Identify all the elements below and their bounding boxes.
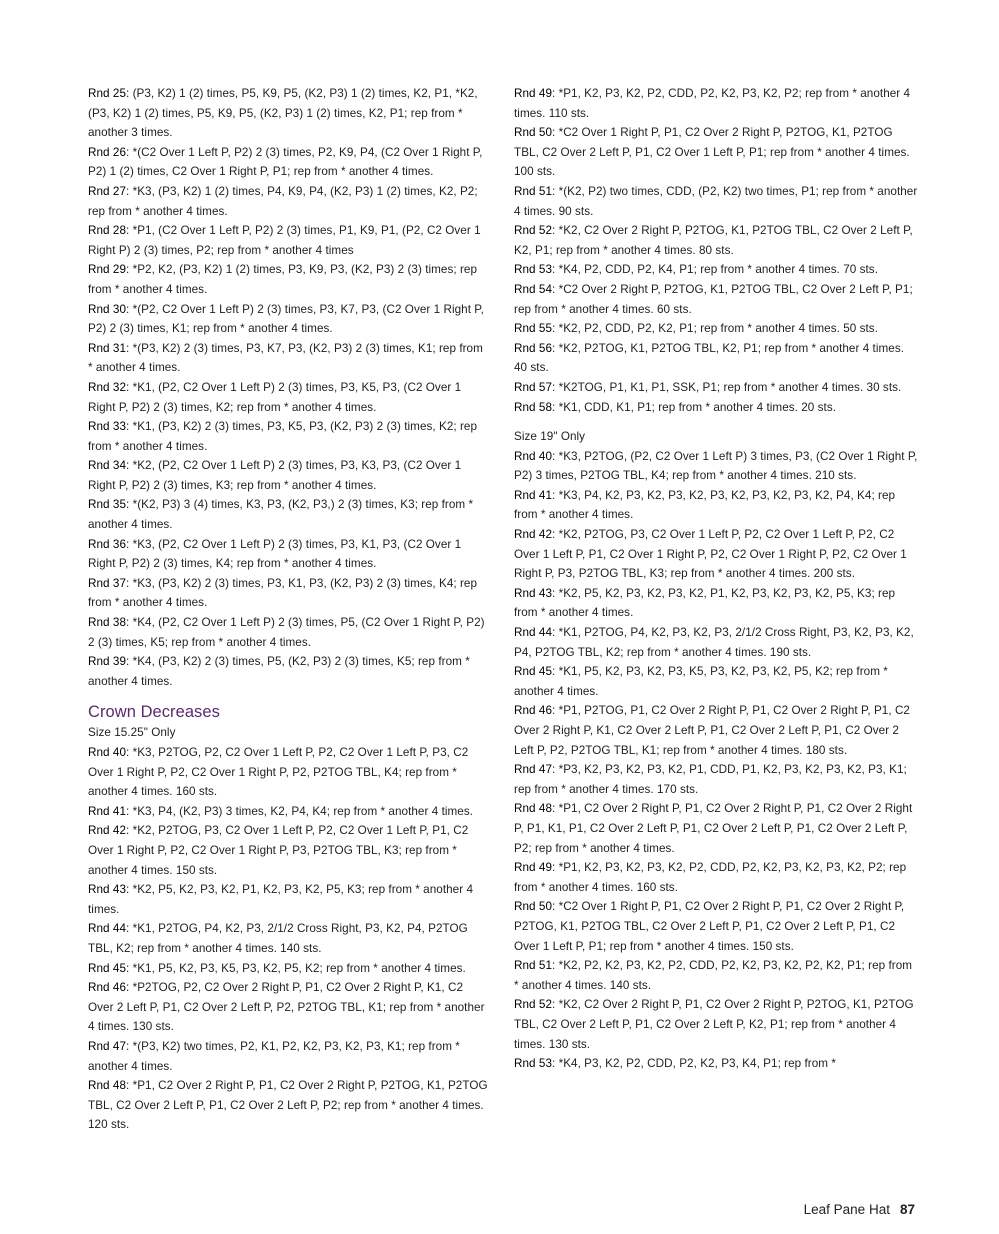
instruction-round — [88, 300, 488, 339]
round-label: Rnd 47 — [514, 763, 552, 777]
instruction-round — [88, 221, 488, 260]
round-label: Rnd 47 — [88, 1039, 126, 1053]
round-text: : *K4, (P3, K2) 2 (3) times, P5, (K2, P3) 2 (3) times, K5; rep from * another 4 times. — [88, 655, 470, 688]
round-label: Rnd 48 — [88, 1079, 126, 1093]
instruction-round — [514, 398, 918, 418]
round-label: Rnd 35 — [88, 498, 126, 512]
round-label: Rnd 57 — [514, 380, 552, 394]
round-text: : *K1, (P3, K2) 2 (3) times, P3, K5, P3, (K2, P3) 2 (3) times, K2; rep from * another 4 times. — [88, 420, 478, 453]
instruction-round — [88, 417, 488, 456]
round-label: Rnd 45 — [514, 665, 552, 679]
round-text: : *K2, P5, K2, P3, K2, P3, K2, P1, K2, P3, K2, P3, K2, P5, K3; rep from * another 4 times. — [514, 586, 896, 620]
instruction-round — [88, 1037, 488, 1076]
round-text: : *K4, P2, CDD, P2, K4, P1; rep from * another 4 times. 70 sts. — [552, 263, 878, 277]
instruction-round — [88, 84, 488, 143]
round-text: : *P1, P2TOG, P1, C2 Over 2 Right P, P1, C2 Over 2 Right P, P1, C2 Over 2 Right P, K1, C2 Over 2 Left P, P1, C2 Over 2 Left P, P1, C2 Over 2 Left P, P2, P2TOG TBL, K1; rep from * another 4 times. 180 sts. — [514, 704, 910, 757]
page-number: 87 — [899, 1202, 915, 1217]
round-label: Rnd 25 — [88, 87, 126, 100]
instruction-round — [514, 662, 918, 701]
round-label: Rnd 26 — [88, 145, 126, 159]
round-label: Rnd 36 — [88, 537, 126, 551]
left-column — [88, 84, 488, 1135]
round-label: Rnd 45 — [88, 961, 126, 975]
round-text: : *K4, (P2, C2 Over 1 Left P) 2 (3) times, P5, (C2 Over 1 Right P, P2) 2 (3) times, K5; rep from * another 4 times. — [88, 616, 485, 649]
round-label: Rnd 50 — [514, 126, 552, 140]
round-label: Rnd 50 — [514, 900, 552, 914]
round-text: : *K2TOG, P1, K1, P1, SSK, P1; rep from * another 4 times. 30 sts. — [552, 380, 902, 394]
instruction-round — [514, 84, 918, 123]
instruction-round — [514, 339, 918, 378]
round-text: : *K2, P2, K2, P3, K2, P2, CDD, P2, K2, P3, K2, P2, K2, P1; rep from * another 4 times. 140 sts. — [514, 959, 913, 992]
instruction-round — [514, 486, 918, 525]
round-text: : *K1, (P2, C2 Over 1 Left P) 2 (3) times, P3, K5, P3, (C2 Over 1 Right P, P2) 2 (3) times, K2; rep from * another 4 times. — [88, 380, 462, 414]
round-label: Rnd 58 — [514, 400, 552, 414]
round-text: : *K3, (P2, C2 Over 1 Left P) 2 (3) times, P3, K1, P3, (C2 Over 1 Right P, P2) 2 (3) times, K4; rep from * another 4 times. — [88, 537, 462, 571]
round-list — [88, 743, 488, 1135]
instruction-round — [514, 123, 918, 182]
round-text: : *C2 Over 1 Right P, P1, C2 Over 2 Right P, P1, C2 Over 2 Right P, P2TOG, K1, P2TOG TBL, C2 Over 2 Left P, P1, C2 Over 2 Left P, P1, C2 Over 1 Left P, P1; rep from * another 4 times. 150 sts. — [514, 900, 905, 953]
round-text: : *K4, P3, K2, P2, CDD, P2, K2, P3, K4, P1; rep from * — [552, 1057, 836, 1071]
round-label: Rnd 42 — [514, 528, 552, 542]
round-text: : *(P2, C2 Over 1 Left P) 2 (3) times, P3, K7, P3, (C2 Over 1 Right P, P2) 2 (3) times, K1; rep from * another 4 times. — [88, 302, 484, 336]
instruction-round — [88, 456, 488, 495]
instruction-round — [88, 613, 488, 652]
instruction-round — [88, 260, 488, 299]
instruction-round — [88, 378, 488, 417]
round-text: : *P1, C2 Over 2 Right P, P1, C2 Over 2 Right P, P2TOG, K1, P2TOG TBL, C2 Over 2 Left P, P1, C2 Over 2 Left P, P2; rep from * another 4 times. 120 sts. — [88, 1079, 488, 1132]
round-text: : *K2, P2TOG, P3, C2 Over 1 Left P, P2, C2 Over 1 Left P, P1, C2 Over 1 Right P, P2, C2 Over 1 Right P, P3, P2TOG TBL, K3; rep from * another 4 times. 150 sts. — [88, 824, 469, 877]
instruction-round — [88, 978, 488, 1037]
round-text: : *P1, K2, P3, K2, P2, CDD, P2, K2, P3, K2, P2; rep from * another 4 times. 110 sts. — [514, 87, 911, 120]
instruction-round — [514, 319, 918, 339]
instruction-round — [514, 897, 918, 956]
round-text: : *K1, P2TOG, P4, K2, P3, 2/1/2 Cross Right, P3, K2, P4, P2TOG TBL, K2; rep from * another 4 times. 140 sts. — [88, 922, 468, 955]
round-label: Rnd 52 — [514, 224, 552, 238]
instruction-round — [514, 760, 918, 799]
instruction-round — [514, 623, 918, 662]
round-text: : *K2, P2TOG, P3, C2 Over 1 Left P, P2, C2 Over 1 Left P, P2, C2 Over 1 Left P, P1, C2 Over 1 Right P, P2, C2 Over 1 Right P, P2, C2 Over 1 Right P, P3, P2TOG TBL, K3; rep from * another 4 times. 200 sts. — [514, 528, 907, 581]
round-label: Rnd 49 — [514, 87, 552, 100]
round-text: : *K2, C2 Over 2 Right P, P2TOG, K1, P2TOG TBL, C2 Over 2 Left P, K2, P1; rep from * another 4 times. 80 sts. — [514, 224, 913, 257]
instruction-round — [514, 1054, 918, 1074]
size-heading: Size 15.25" Only — [88, 726, 176, 740]
round-label: Rnd 52 — [514, 998, 552, 1012]
round-text: : *K3, P4, K2, P3, K2, P3, K2, P3, K2, P3, K2, P3, K2, P4, K4; rep from * another 4 times. — [514, 488, 896, 522]
round-label: Rnd 43 — [514, 586, 552, 600]
round-text: : *(K2, P2) two times, CDD, (P2, K2) two times, P1; rep from * another 4 times. 90 sts. — [514, 184, 918, 218]
instruction-round — [88, 959, 488, 979]
round-label: Rnd 30 — [88, 302, 126, 316]
round-text: : *K2, (P2, C2 Over 1 Left P) 2 (3) times, P3, K3, P3, (C2 Over 1 Right P, P2) 2 (3) times, K3; rep from * another 4 times. — [88, 459, 462, 492]
instruction-round — [88, 919, 488, 958]
instruction-round — [514, 182, 918, 221]
round-text: : *K1, P2TOG, P4, K2, P3, K2, P3, 2/1/2 Cross Right, P3, K2, P3, K2, P4, P2TOG TBL, K2; rep from * another 4 times. 190 sts. — [514, 626, 914, 659]
round-text: : *K3, (P3, K2) 2 (3) times, P3, K1, P3, (K2, P3) 2 (3) times, K4; rep from * another 4 times. — [88, 576, 478, 610]
instruction-round — [514, 584, 918, 623]
round-label: Rnd 51 — [514, 959, 552, 973]
round-text: : *K1, P5, K2, P3, K5, P3, K2, P5, K2; rep from * another 4 times. — [126, 961, 466, 975]
instruction-round — [514, 221, 918, 260]
page-footer — [700, 1202, 915, 1217]
instruction-round — [514, 799, 918, 858]
round-text: : *K1, P5, K2, P3, K2, P3, K5, P3, K2, P3, K2, P5, K2; rep from * another 4 times. — [514, 665, 888, 698]
round-label: Rnd 29 — [88, 263, 126, 277]
round-label: Rnd 53 — [514, 1057, 552, 1071]
instruction-round — [514, 858, 918, 897]
instruction-round — [88, 743, 488, 802]
round-label: Rnd 44 — [514, 626, 552, 640]
round-text: : *P2TOG, P2, C2 Over 2 Right P, P1, C2 Over 2 Right P, K1, C2 Over 2 Left P, P1, C2 Over 2 Left P, P2, P2TOG TBL, K1; rep from * another 4 times. 130 sts. — [88, 981, 485, 1034]
instruction-round — [88, 1076, 488, 1135]
round-label: Rnd 38 — [88, 616, 126, 630]
instruction-round — [88, 652, 488, 691]
round-text: : *P2, K2, (P3, K2) 1 (2) times, P3, K9, P3, (K2, P3) 2 (3) times; rep from * another 4 times. — [88, 263, 478, 296]
round-text: : *K2, P2TOG, K1, P2TOG TBL, K2, P1; rep from * another 4 times. 40 sts. — [514, 341, 905, 375]
round-label: Rnd 42 — [88, 824, 126, 838]
round-label: Rnd 39 — [88, 655, 126, 669]
round-text: : *K3, P2TOG, P2, C2 Over 1 Left P, P2, C2 Over 1 Left P, P3, C2 Over 1 Right P, P2, C2 Over 1 Right P, P2, P2TOG TBL, K4; rep from * another 4 times. 160 sts. — [88, 746, 469, 799]
round-label: Rnd 49 — [514, 861, 552, 875]
round-label: Rnd 31 — [88, 341, 126, 355]
round-text: : *K1, CDD, K1, P1; rep from * another 4 times. 20 sts. — [552, 400, 837, 414]
instruction-round — [88, 821, 488, 880]
round-list — [88, 84, 488, 691]
instruction-round — [88, 880, 488, 919]
round-text: : *(C2 Over 1 Left P, P2) 2 (3) times, P2, K9, P4, (C2 Over 1 Right P, P2) 1 (2) times, C2 Over 1 Right P, P1; rep from * another 4 times. — [88, 145, 483, 179]
round-text: : *P1, C2 Over 2 Right P, P1, C2 Over 2 Right P, P1, C2 Over 2 Right P, P1, K1, P1, C2 Over 2 Left P, P1, C2 Over 2 Left P, P1, C2 Over 2 Left P, P2; rep from * another 4 times. — [514, 802, 913, 855]
round-label: Rnd 34 — [88, 459, 126, 473]
round-label: Rnd 33 — [88, 420, 126, 434]
instruction-round — [514, 701, 918, 760]
round-list — [514, 447, 918, 1074]
round-text: : *P1, (C2 Over 1 Left P, P2) 2 (3) times, P1, K9, P1, (P2, C2 Over 1 Right P) 2 (3) times, P2; rep from * another 4 times — [88, 224, 481, 257]
size-heading: Size 19" Only — [514, 430, 586, 444]
round-label: Rnd 46 — [514, 704, 552, 718]
instruction-round — [514, 995, 918, 1054]
round-text: : *C2 Over 2 Right P, P2TOG, K1, P2TOG TBL, C2 Over 2 Left P, P1; rep from * another 4 times. 60 sts. — [514, 282, 913, 316]
round-list — [514, 84, 918, 417]
instruction-round — [514, 956, 918, 995]
round-label: Rnd 27 — [88, 184, 126, 198]
instruction-round — [514, 525, 918, 584]
round-text: : *K3, (P3, K2) 1 (2) times, P4, K9, P4, (K2, P3) 1 (2) times, K2, P2; rep from * another 4 times. — [88, 184, 478, 218]
instruction-round — [88, 182, 488, 221]
round-text: : *(K2, P3) 3 (4) times, K3, P3, (K2, P3,) 2 (3) times, K3; rep from * another 4 times. — [88, 498, 474, 532]
round-label: Rnd 51 — [514, 184, 552, 198]
round-text: : *(P3, K2) two times, P2, K1, P2, K2, P3, K2, P3, K1; rep from * another 4 times. — [88, 1039, 460, 1073]
round-label: Rnd 55 — [514, 322, 552, 336]
round-label: Rnd 46 — [88, 981, 126, 995]
instruction-round — [88, 339, 488, 378]
instruction-round — [514, 280, 918, 319]
round-label: Rnd 28 — [88, 224, 126, 238]
round-label: Rnd 41 — [88, 804, 126, 818]
instruction-round — [88, 535, 488, 574]
round-text: : *K3, P4, (K2, P3) 3 times, K2, P4, K4; rep from * another 4 times. — [126, 804, 474, 818]
instruction-round — [88, 495, 488, 534]
round-label: Rnd 56 — [514, 341, 552, 355]
instruction-round — [88, 143, 488, 182]
round-label: Rnd 43 — [88, 883, 126, 897]
instruction-round — [514, 260, 918, 280]
round-label: Rnd 54 — [514, 282, 552, 296]
round-text: : *(P3, K2) 2 (3) times, P3, K7, P3, (K2, P3) 2 (3) times, K1; rep from * another 4 times. — [88, 341, 483, 375]
round-text: : *K2, C2 Over 2 Right P, P1, C2 Over 2 Right P, P2TOG, K1, P2TOG TBL, C2 Over 2 Left P, P1, C2 Over 2 Left P, K2, P1; rep from * another 4 times. 130 sts. — [514, 998, 914, 1051]
round-label: Rnd 40 — [514, 449, 552, 463]
round-label: Rnd 40 — [88, 746, 126, 759]
round-text: : *P1, K2, P3, K2, P3, K2, P2, CDD, P2, K2, P3, K2, P3, K2, P2; rep from * another 4 times. 160 sts. — [514, 861, 907, 894]
round-label: Rnd 48 — [514, 802, 552, 816]
instruction-round — [88, 574, 488, 613]
round-label: Rnd 41 — [514, 488, 552, 502]
right-column — [514, 84, 918, 1074]
section-heading: Crown Decreases — [88, 703, 220, 722]
round-text: : (P3, K2) 1 (2) times, P5, K9, P5, (K2, P3) 1 (2) times, K2, P1, *K2, (P3, K2) 1 (2) times, P5, K9, P5, (K2, P3) 1 (2) times, K2, P1; rep from * another 3 times. — [88, 87, 478, 140]
round-text: : *K2, P5, K2, P3, K2, P1, K2, P3, K2, P5, K3; rep from * another 4 times. — [88, 883, 474, 916]
round-label: Rnd 37 — [88, 576, 126, 590]
round-text: : *P3, K2, P3, K2, P3, K2, P1, CDD, P1, K2, P3, K2, P3, K2, P3, K1; rep from * another 4 times. 170 sts. — [514, 763, 907, 796]
instruction-round — [514, 378, 918, 398]
round-label: Rnd 53 — [514, 263, 552, 277]
instruction-round — [88, 802, 488, 822]
round-text: : *K3, P2TOG, (P2, C2 Over 1 Left P) 3 times, P3, (C2 Over 1 Right P, P2) 3 times, P2TOG TBL, K4; rep from * another 4 times. 210 sts. — [514, 449, 918, 483]
round-text: : *C2 Over 1 Right P, P1, C2 Over 2 Right P, P2TOG, K1, P2TOG TBL, C2 Over 2 Left P, P1, C2 Over 1 Left P, P1; rep from * another 4 times. 100 sts. — [514, 126, 910, 179]
round-label: Rnd 32 — [88, 380, 126, 394]
instruction-round — [514, 447, 918, 486]
round-text: : *K2, P2, CDD, P2, K2, P1; rep from * another 4 times. 50 sts. — [552, 322, 878, 336]
round-label: Rnd 44 — [88, 922, 126, 936]
footer-title: Leaf Pane Hat — [803, 1202, 890, 1217]
